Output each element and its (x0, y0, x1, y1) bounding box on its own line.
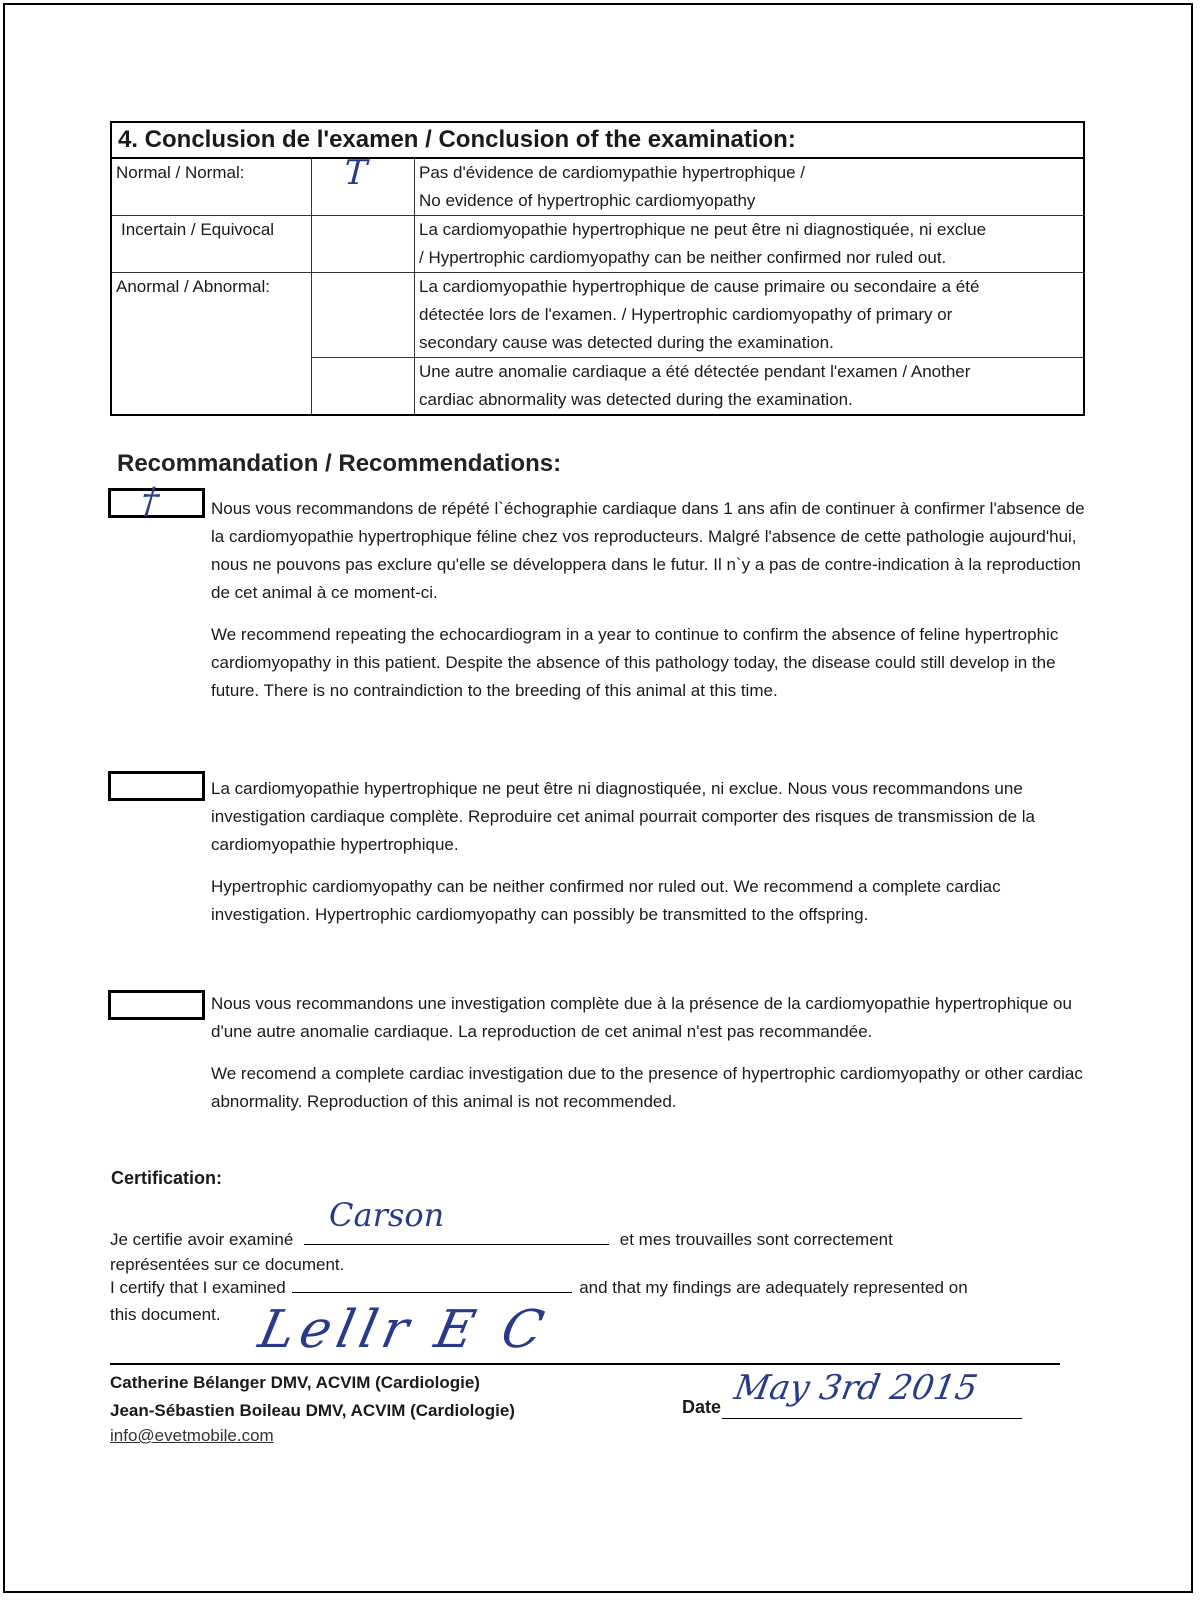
row-desc (415, 216, 1085, 273)
recommendations-heading: Recommandation / Recommendations: (117, 450, 562, 477)
contact-email-link[interactable]: info@evetmobile.com (110, 1426, 274, 1445)
cert-fr-before: Je certifie avoir examiné (110, 1230, 294, 1249)
cert-fr-after: et mes trouvailles sont correctement (619, 1230, 893, 1249)
handwritten-check-mark: † (135, 481, 165, 522)
cert-en-line2: this document. (110, 1305, 221, 1324)
desc-line: La cardiomyopathie hypertrophique ne peut être ni diagnostiquée, ni exclue (419, 220, 987, 239)
cert-en-before: I certify that I examined (110, 1278, 286, 1297)
recommendation-checkbox-2[interactable] (108, 771, 205, 801)
recommendation-checkbox-1[interactable] (108, 481, 205, 522)
date-label: Date (682, 1397, 722, 1417)
check-cell-normal[interactable] (312, 153, 415, 216)
signatory-2: Jean-Sébastien Boileau DMV, ACVIM (Cardiologie) (110, 1401, 515, 1420)
certification-fr-line (110, 1196, 893, 1253)
cert-en-after: and that my findings are adequately represented on (579, 1278, 968, 1297)
cert-fr-line2: représentées sur ce document. (110, 1255, 345, 1274)
recommendation-2 (211, 775, 1091, 929)
check-cell-other-abnormality[interactable] (312, 358, 415, 416)
desc-line: Une autre anomalie cardiaque a été détectée pendant l'examen / Another (419, 362, 971, 381)
signatory-1: Catherine Bélanger DMV, ACVIM (Cardiologie) (110, 1373, 480, 1392)
check-cell-abnormal-hcm[interactable] (312, 273, 415, 358)
recommendation-3 (211, 990, 1091, 1116)
recommendation-checkbox-3[interactable] (108, 990, 205, 1020)
handwritten-animal-name: Carson (329, 1196, 445, 1234)
desc-line: La cardiomyopathie hypertrophique de cause primaire ou secondaire a été (419, 277, 980, 296)
recommendation-text-en: We recommend repeating the echocardiogram in a year to continue to confirm the absence of feline hypertrophic cardiomyopathy in this patient. Despite the absence of this pathology today, the disease could still develop in the future. There is no contraindiction to the breeding of this animal at this time. (211, 625, 1059, 700)
conclusion-row-normal (111, 158, 1084, 216)
date-field[interactable] (722, 1418, 1022, 1419)
desc-line: / Hypertrophic cardiomyopathy can be neither confirmed nor ruled out. (419, 248, 947, 267)
row-desc (415, 273, 1085, 358)
check-cell-equivocal[interactable] (312, 216, 415, 273)
signature-line (110, 1363, 1060, 1365)
desc-line: détectée lors de l'examen. / Hypertrophic cardiomyopathy of primary or (419, 305, 953, 324)
conclusion-row-equivocal (111, 216, 1084, 273)
desc-line: secondary cause was detected during the examination. (419, 333, 834, 352)
desc-line: cardiac abnormality was detected during the examination. (419, 390, 853, 409)
row-label: Anormal / Abnormal: (111, 273, 312, 416)
row-label: Normal / Normal: (111, 158, 312, 216)
recommendation-text-en: Hypertrophic cardiomyopathy can be neither confirmed nor ruled out. We recommend a complete cardiac investigation. Hypertrophic cardiomyopathy can possibly be transmitted to the offspring. (211, 877, 1001, 924)
handwritten-signature: Lellr E C (253, 1300, 555, 1360)
desc-line: No evidence of hypertrophic cardiomyopathy (419, 191, 756, 210)
desc-line: Pas d'évidence de cardiomypathie hypertrophique / (419, 163, 805, 182)
recommendation-text-fr: Nous vous recommandons de répété l`échographie cardiaque dans 1 ans afin de continuer à confirmer l'absence de la cardiomyopathie hypertrophique féline chez vos reproducteurs. Malgré l'absence de cette pathologie aujourd'hui, nous ne pouvons pas exclure qu'elle se développera dans le futur. Il n`y a pas de contre-indication à la reproduction de cet animal à ce moment-ci. (211, 499, 1085, 602)
certification-en-line (110, 1274, 968, 1301)
recommendation-text-fr: Nous vous recommandons une investigation complète due à la présence de la cardiomyopathie hypertrophique ou d'une autre anomalie cardiaque. La reproduction de cet animal n'est pas recommandée. (211, 994, 1072, 1041)
conclusion-row-abnormal (111, 273, 1084, 358)
handwritten-date: May 3rd 2015 (731, 1368, 981, 1408)
conclusion-table (110, 121, 1085, 416)
row-desc (415, 358, 1085, 416)
certification-heading: Certification: (111, 1168, 223, 1188)
conclusion-title: 4. Conclusion de l'examen / Conclusion of the examination: (111, 122, 1084, 158)
recommendation-text-fr: La cardiomyopathie hypertrophique ne peut être ni diagnostiquée, ni exclue. Nous vous recommandons une investigation cardiaque complète. Reproduire cet animal pourrait comporter des risques de transmission de la cardiomyopathie hypertrophique. (211, 779, 1035, 854)
recommendation-1 (211, 495, 1091, 705)
row-label: Incertain / Equivocal (111, 216, 312, 273)
animal-name-field-fr[interactable] (304, 1196, 609, 1245)
recommendation-text-en: We recomend a complete cardiac investigation due to the presence of hypertrophic cardiomyopathy or other cardiac abnormality. Reproduction of this animal is not recommended. (211, 1064, 1083, 1111)
handwritten-check-mark: T (339, 153, 372, 193)
row-desc (415, 158, 1085, 216)
animal-name-field-en[interactable] (292, 1274, 572, 1293)
